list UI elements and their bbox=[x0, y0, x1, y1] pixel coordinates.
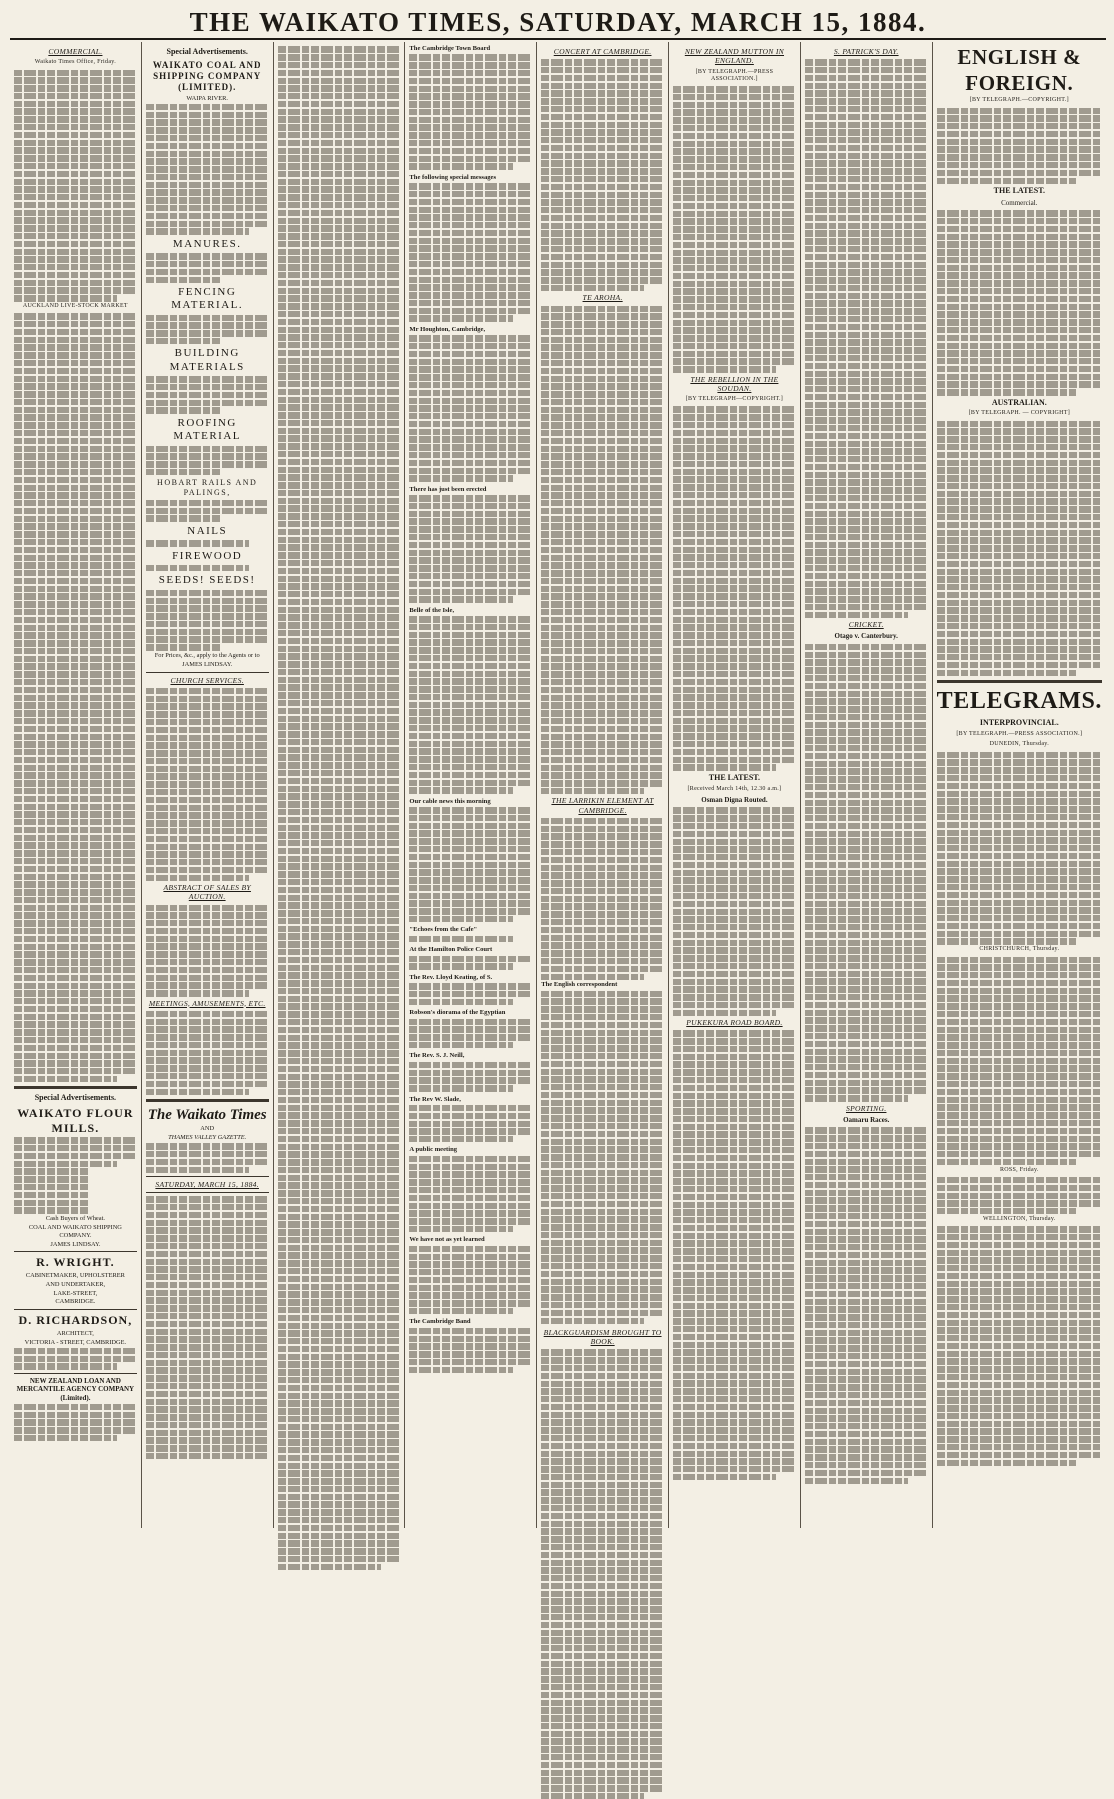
para-neill: The Rev. S. J. Neill, bbox=[409, 1052, 532, 1091]
wright-ad-title: R. WRIGHT. bbox=[36, 1255, 115, 1270]
st-patricks-heading: S. PATRICK'S DAY. bbox=[833, 47, 899, 56]
abstract-heading: ABSTRACT OF SALES BY AUCTION. bbox=[163, 883, 251, 902]
paper-motto bbox=[146, 1143, 269, 1173]
para-slade: The Rev W. Slade, bbox=[409, 1096, 532, 1143]
loan-agency-ad-text bbox=[14, 1404, 137, 1442]
manures-text bbox=[146, 253, 269, 283]
concert-heading: CONCERT AT CAMBRIDGE. bbox=[553, 47, 652, 56]
commercial-heading: COMMERCIAL. bbox=[48, 47, 103, 56]
richardson-ad-line-1: ARCHITECT, bbox=[56, 1329, 94, 1337]
para-houghton: Mr Houghton, Cambridge, bbox=[409, 326, 532, 482]
column-2 bbox=[142, 42, 274, 1528]
concert-text bbox=[541, 59, 664, 291]
wright-ad-line-4: CAMBRIDGE. bbox=[55, 1298, 96, 1306]
soudan-latest-heading: THE LATEST. bbox=[708, 772, 761, 782]
fencing-label: FENCING MATERIAL. bbox=[171, 285, 244, 312]
christchurch-text bbox=[937, 957, 1102, 1166]
columns bbox=[10, 42, 1106, 1528]
osman-digna-heading: Osman Digna Routed. bbox=[701, 795, 768, 804]
mutton-heading: NEW ZEALAND MUTTON IN ENGLAND. bbox=[684, 47, 785, 66]
divider bbox=[146, 1192, 269, 1193]
commercial-date: Waikato Times Office, Friday. bbox=[34, 59, 116, 66]
para-not-learned: We have not as yet learned bbox=[409, 1236, 532, 1314]
date-line: SATURDAY, MARCH 15, 1884. bbox=[155, 1180, 259, 1190]
flour-mills-ad-title: WAIKATO FLOUR MILLS. bbox=[17, 1106, 134, 1135]
firewood-label: FIREWOOD bbox=[172, 549, 243, 562]
column-8 bbox=[933, 42, 1106, 1528]
cricket-text bbox=[805, 644, 928, 1102]
australian-text bbox=[937, 421, 1102, 676]
sporting-text bbox=[805, 1127, 928, 1484]
paper-subtitle: THAMES VALLEY GAZETTE. bbox=[168, 1134, 247, 1142]
divider bbox=[14, 1251, 137, 1252]
cricket-match: Otago v. Canterbury. bbox=[834, 632, 898, 641]
flour-mills-ad-text bbox=[14, 1137, 137, 1213]
church-services-text bbox=[146, 688, 269, 881]
section-rule bbox=[937, 680, 1102, 683]
loan-agency-ad-title: NEW ZEALAND LOAN AND MERCANTILE AGENCY COMPANY (Limited). bbox=[16, 1376, 135, 1402]
waipa-river-line: WAIPA RIVER. bbox=[186, 94, 229, 102]
para-cable: Our cable news this morning bbox=[409, 798, 532, 923]
soudan-latest-received: [Received March 14th, 12.30 a.m.] bbox=[687, 785, 782, 792]
para-belle: Belle of the Isle, bbox=[409, 607, 532, 794]
coal-company-ad-text bbox=[146, 104, 269, 235]
hobart-text bbox=[146, 500, 269, 522]
mutton-text bbox=[673, 86, 796, 373]
special-ads-heading: Special Advertisements. bbox=[34, 1093, 117, 1103]
flour-mills-ad-line-3: JAMES LINDSAY. bbox=[50, 1240, 101, 1248]
soudan-latest-text bbox=[673, 807, 796, 1016]
market-text bbox=[14, 313, 137, 1082]
english-foreign-text bbox=[937, 108, 1102, 184]
para-special-messages: The following special messages bbox=[409, 174, 532, 322]
leader-text bbox=[146, 1196, 269, 1459]
seeds-label: SEEDS! SEEDS! bbox=[158, 574, 256, 587]
column-5 bbox=[537, 42, 669, 1528]
column-7 bbox=[801, 42, 933, 1528]
special-ads-heading-2: Special Advertisements. bbox=[166, 47, 248, 56]
para-police: At the Hamilton Police Court bbox=[409, 946, 532, 970]
column-4 bbox=[405, 42, 537, 1528]
live-stock-heading: AUCKLAND LIVE-STOCK MARKET bbox=[22, 303, 128, 309]
mutton-source: [BY TELEGRAPH.—PRESS ASSOCIATION.] bbox=[695, 68, 774, 82]
cricket-heading: CRICKET. bbox=[848, 620, 884, 630]
seeds-text bbox=[146, 590, 269, 651]
building-text bbox=[146, 376, 269, 414]
column-6 bbox=[669, 42, 801, 1528]
para-keating: The Rev. Lloyd Keating, of S. bbox=[409, 974, 532, 1005]
para-town-board: The Cambridge Town Board bbox=[409, 45, 532, 170]
soudan-text bbox=[673, 406, 796, 770]
newspaper-page bbox=[10, 6, 1106, 1528]
meetings-text bbox=[146, 1011, 269, 1095]
larrikin-heading: THE LARRIKIN ELEMENT AT CAMBRIDGE. bbox=[551, 796, 654, 815]
nails-text bbox=[146, 540, 269, 546]
meetings-heading: MEETINGS, AMUSEMENTS, ETC. bbox=[148, 998, 266, 1008]
hobart-label: HOBART RAILS AND PALINGS, bbox=[157, 478, 258, 498]
divider bbox=[146, 1176, 269, 1177]
city-ross: ROSS, Friday. bbox=[999, 1166, 1039, 1173]
telegrams-heading: TELEGRAMS. bbox=[936, 688, 1102, 715]
apply-line: For Prices, &c., apply to the Agents or to bbox=[154, 652, 260, 660]
para-erected: There has just been erected bbox=[409, 486, 532, 603]
divider bbox=[146, 672, 269, 673]
agent-name: JAMES LINDSAY. bbox=[182, 660, 233, 668]
dunedin-text bbox=[937, 752, 1102, 945]
australian-heading: AUSTRALIAN. bbox=[991, 397, 1047, 407]
english-foreign-heading: ENGLISH & FOREIGN. bbox=[957, 45, 1082, 95]
wright-ad-line-2: AND UNDERTAKER, bbox=[45, 1280, 106, 1288]
paper-title: The Waikato Times bbox=[147, 1106, 267, 1123]
blackguardism-text bbox=[541, 1349, 664, 1799]
para-echoes: "Echoes from the Cafe" bbox=[409, 926, 532, 942]
wright-ad-line-1: CABINETMAKER, UPHOLSTERER bbox=[25, 1271, 125, 1279]
section-rule bbox=[14, 1086, 137, 1089]
para-diorama: Robson's diorama of the Egyptian bbox=[409, 1009, 532, 1048]
flour-mills-ad-line-1: Cash Buyers of Wheat. bbox=[45, 1215, 105, 1223]
column-3 bbox=[274, 42, 406, 1528]
nails-label: NAILS bbox=[187, 524, 228, 537]
roofing-text bbox=[146, 446, 269, 476]
interprovincial-source: [BY TELEGRAPH.—PRESS ASSOCIATION.] bbox=[956, 731, 1083, 738]
soudan-source: [BY TELEGRAPH—COPYRIGHT.] bbox=[685, 396, 784, 403]
pukekura-heading: PUKEKURA ROAD BOARD. bbox=[686, 1018, 783, 1028]
section-rule bbox=[146, 1099, 269, 1102]
abstract-text bbox=[146, 905, 269, 997]
leader-continued bbox=[278, 46, 401, 1570]
commercial-sub: Commercial. bbox=[1001, 198, 1038, 207]
te-aroha-text bbox=[541, 306, 664, 795]
coal-company-ad-title: WAIKATO COAL AND SHIPPING COMPANY (LIMITED). bbox=[152, 59, 262, 92]
pukekura-text bbox=[673, 1030, 796, 1480]
divider bbox=[14, 1309, 137, 1310]
roofing-label: ROOFING MATERIAL bbox=[173, 416, 241, 443]
manures-label: MANURES. bbox=[172, 237, 242, 250]
para-band: The Cambridge Band bbox=[409, 1318, 532, 1373]
fencing-text bbox=[146, 315, 269, 345]
city-dunedin: DUNEDIN, Thursday. bbox=[989, 741, 1050, 748]
blackguardism-heading: BLACKGUARDISM BROUGHT TO BOOK. bbox=[543, 1327, 662, 1347]
te-aroha-heading: TE AROHA. bbox=[582, 293, 623, 303]
larrikin-text bbox=[541, 818, 664, 980]
city-wellington: WELLINGTON, Thursday. bbox=[983, 1215, 1056, 1222]
masthead-title: THE WAIKATO TIMES, SATURDAY, MARCH 15, 1884. bbox=[10, 6, 1106, 40]
english-foreign-source: [BY TELEGRAPH.—COPYRIGHT.] bbox=[969, 97, 1069, 104]
richardson-ad-text bbox=[14, 1348, 137, 1370]
flour-mills-ad-line-2: COAL AND WAIKATO SHIPPING COMPANY. bbox=[28, 1223, 122, 1239]
soudan-heading: THE REBELLION IN THE SOUDAN. bbox=[690, 374, 779, 393]
st-patricks-text bbox=[805, 59, 928, 618]
wellington-text bbox=[937, 1226, 1102, 1466]
building-label: BUILDING MATERIALS bbox=[169, 347, 245, 373]
commercial-text bbox=[14, 70, 137, 302]
column-1 bbox=[10, 42, 142, 1528]
interprovincial-heading: INTERPROVINCIAL. bbox=[979, 718, 1059, 728]
australian-source: [BY TELEGRAPH. — COPYRIGHT] bbox=[968, 410, 1071, 417]
firewood-text bbox=[146, 565, 269, 571]
sporting-heading: SPORTING. bbox=[845, 1103, 887, 1113]
para-public-meeting: A public meeting bbox=[409, 1146, 532, 1232]
wright-ad-line-3: LAKE-STREET, bbox=[53, 1289, 98, 1297]
latest-heading: THE LATEST. bbox=[993, 185, 1045, 195]
richardson-ad-line-2: VICTORIA - STREET, CAMBRIDGE. bbox=[24, 1338, 127, 1346]
para-english-correspondent: The English correspondent bbox=[541, 981, 664, 1324]
latest-text bbox=[937, 210, 1102, 395]
paper-and: AND bbox=[200, 1125, 215, 1133]
oamaru-races: Oamaru Races. bbox=[843, 1115, 890, 1124]
city-christchurch: CHRISTCHURCH, Thursday. bbox=[979, 946, 1060, 953]
divider bbox=[14, 1373, 137, 1374]
church-services-heading: CHURCH SERVICES. bbox=[170, 675, 244, 685]
richardson-ad-title: D. RICHARDSON, bbox=[18, 1313, 133, 1328]
ross-text bbox=[937, 1177, 1102, 1215]
